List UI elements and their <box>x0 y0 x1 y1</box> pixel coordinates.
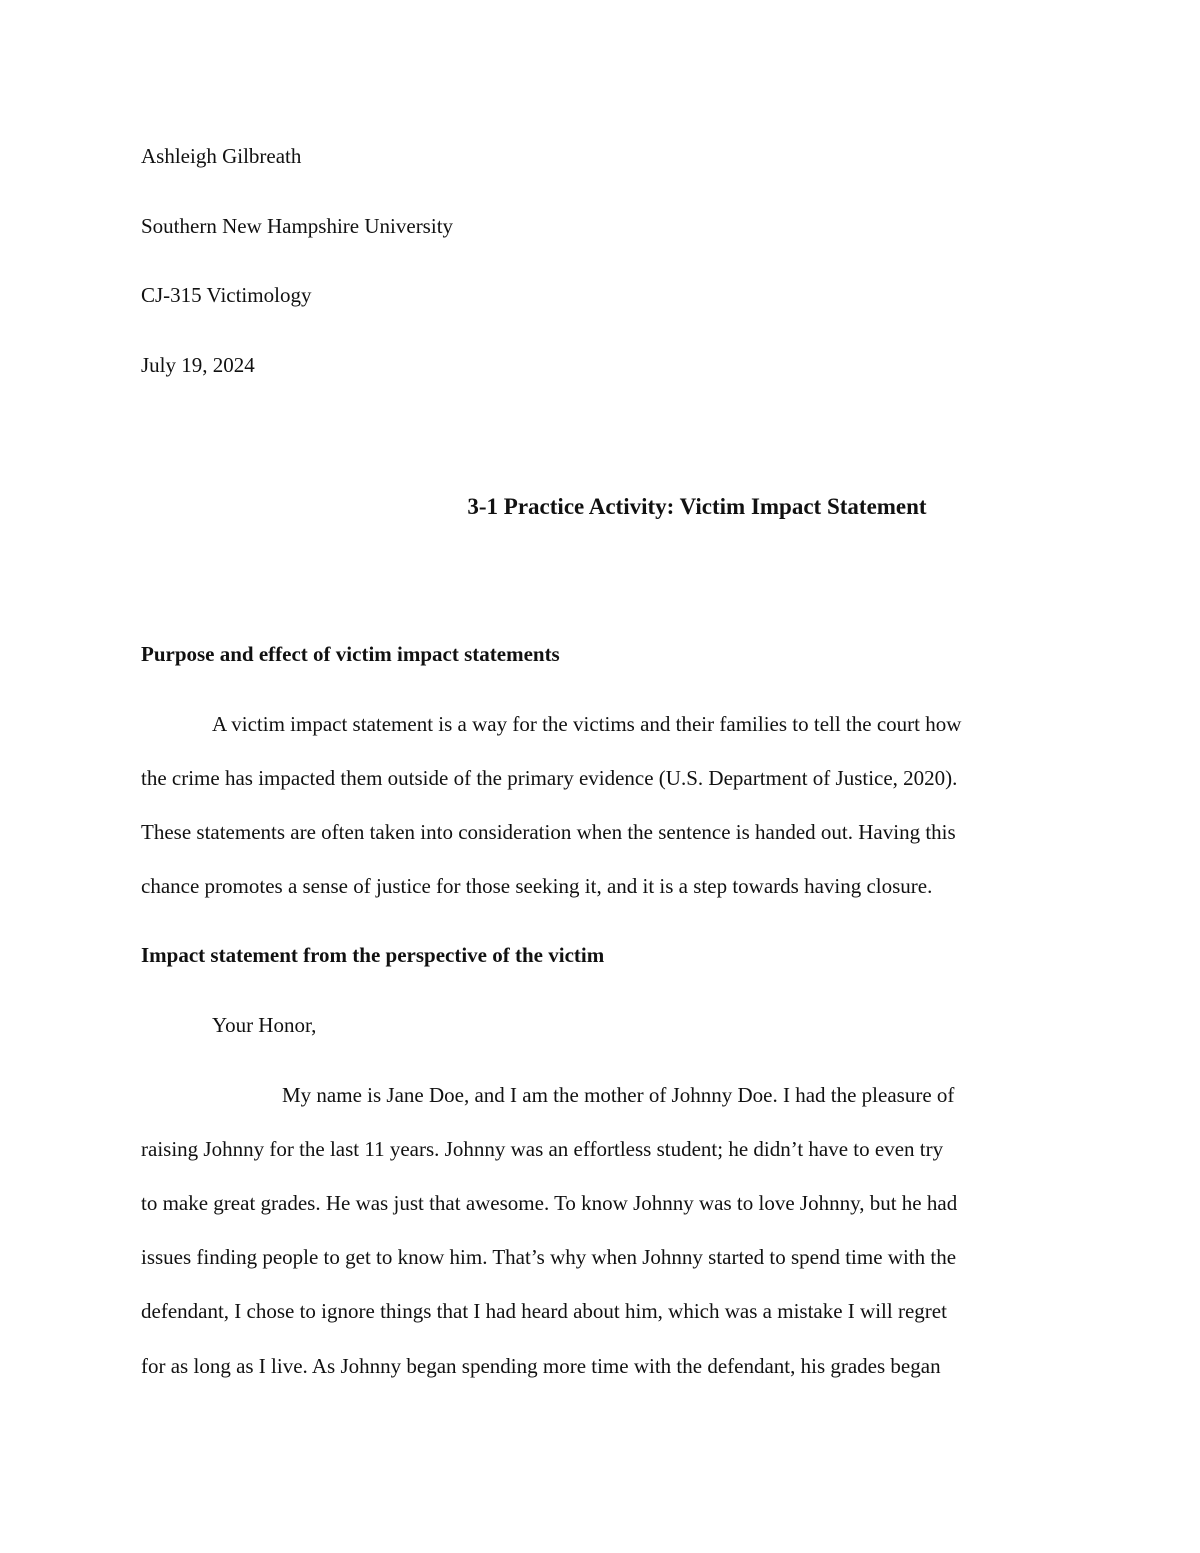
section-heading-purpose: Purpose and effect of victim impact statements <box>141 642 560 666</box>
author-name: Ashleigh Gilbreath <box>141 144 302 168</box>
paragraph-line: the crime has impacted them outside of the primary evidence (U.S. Department of Justice, 2020). <box>141 766 958 790</box>
paragraph-line: issues finding people to get to know him. That’s why when Johnny started to spend time with the <box>141 1245 957 1269</box>
salutation: Your Honor, <box>212 1013 317 1037</box>
paragraph-line: raising Johnny for the last 11 years. Johnny was an effortless student; he didn’t have to even try <box>141 1137 944 1161</box>
section-heading-impact: Impact statement from the perspective of the victim <box>141 943 605 967</box>
paragraph-line: for as long as I live. As Johnny began spending more time with the defendant, his grades began <box>141 1354 941 1378</box>
paragraph-line: My name is Jane Doe, and I am the mother of Johnny Doe. I had the pleasure of <box>282 1083 955 1107</box>
page-title: 3-1 Practice Activity: Victim Impact Statement <box>467 494 927 519</box>
paragraph-line: A victim impact statement is a way for the victims and their families to tell the court how <box>212 712 962 736</box>
document-date: July 19, 2024 <box>141 353 255 377</box>
paragraph-line: chance promotes a sense of justice for those seeking it, and it is a step towards having closure. <box>141 874 933 898</box>
course-name: CJ-315 Victimology <box>141 283 312 307</box>
paragraph-line: defendant, I chose to ignore things that I had heard about him, which was a mistake I will regret <box>141 1299 947 1323</box>
paragraph-line: to make great grades. He was just that awesome. To know Johnny was to love Johnny, but he had <box>141 1191 958 1215</box>
institution-name: Southern New Hampshire University <box>141 214 454 238</box>
paragraph-line: These statements are often taken into consideration when the sentence is handed out. Having this <box>141 820 956 844</box>
